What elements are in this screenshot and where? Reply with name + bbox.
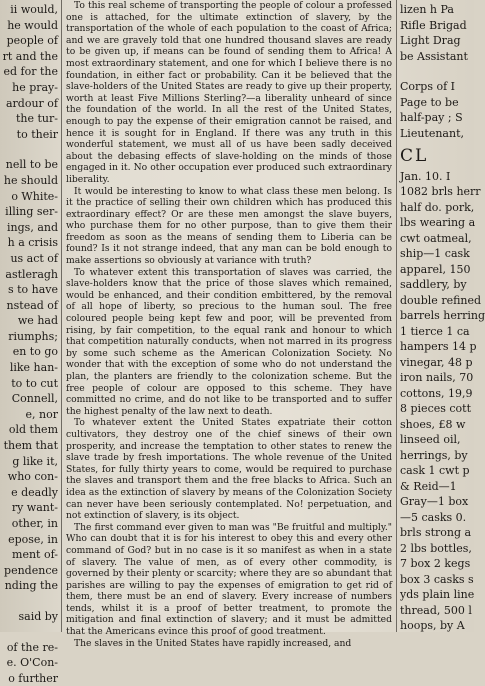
right-column-line: 2 lbs bottles, — [400, 541, 472, 555]
left-column-line: to their — [16, 127, 58, 141]
right-column-line: hoops, by A — [400, 619, 465, 633]
right-column-line: yds plain line — [400, 588, 475, 602]
left-column-line: h a crisis — [7, 236, 58, 250]
right-column-line: 1 tierce 1 ca — [400, 324, 470, 338]
right-column-line: Corps of I — [400, 80, 456, 93]
right-column-line: linseed oil, — [400, 433, 461, 447]
left-column-line: of the re- — [6, 640, 58, 654]
right-column-line: brls strong a — [400, 526, 472, 540]
left-column-line: nding the — [4, 579, 58, 593]
left-column-line: like han- — [9, 361, 58, 375]
left-column-line: to to cut — [11, 376, 58, 390]
left-column-line: who con- — [7, 470, 58, 484]
left-column-line: he should — [3, 173, 58, 187]
left-column-line: g like it, — [12, 454, 58, 468]
right-column-line: iron nails, 70 — [400, 371, 474, 385]
left-column-line: ii would, — [10, 3, 58, 16]
left-column-line: e. O'Con- — [6, 656, 58, 670]
article-paragraph: To whatever extent this transportation of slaves was carried, the slave-holders know that the price of those slaves which remained, would be enhanced, and their condition embittered, by the removal of all hope of liberty, so precious to the human soul. The free coloured people being kept few and poor, will be prevented from rising, by fair competition, to the equal rank and honour to which that competition naturally conducts, when not marred in its progress by some such scheme as the American Colonization Society. No wonder that with the exception of some who do not understand the plan, the planters are friendly to the colonization scheme. But the free people of colour are opposed to this scheme. They have committed no crime, and do not like to be transported and to suffer the highest penalty of the law next to death. — [66, 266, 392, 417]
column-rule-right — [396, 0, 397, 632]
left-column-line: en to go — [12, 345, 58, 359]
right-column-line: Page to be — [400, 95, 459, 109]
right-column-line: apparel, 150 — [400, 262, 471, 276]
left-column-line — [0, 142, 58, 157]
right-column-line: 1082 brls herr — [400, 185, 481, 199]
left-column-line — [0, 625, 58, 640]
main-article-column — [66, 0, 392, 649]
left-column-line: nstead of — [6, 298, 58, 312]
right-column-line: box 3 casks s — [400, 572, 474, 586]
left-column-line: Connell, — [11, 392, 58, 406]
left-column-line: nell to be — [5, 158, 58, 172]
column-rule-left — [61, 0, 62, 632]
right-column-line: shoes, £8 w — [400, 417, 466, 431]
left-column-line: them that — [3, 439, 58, 453]
article-paragraph: The slaves in the United States have rapidly increased, and — [74, 637, 352, 649]
right-column-line: half do. pork, — [400, 200, 475, 214]
right-column-line: be Assistant — [400, 49, 468, 63]
right-column-line: 7 box 2 kegs — [400, 557, 471, 571]
right-column-line: barrels herring — [400, 309, 485, 323]
section-heading: CL — [400, 146, 429, 166]
right-column-line: herrings, by — [400, 448, 468, 462]
right-column-line: 8 pieces cott — [400, 402, 472, 416]
article-paragraph: It would be interesting to know to what class these men belong. Is it the practice of selling their own children which has produced this extraordinary effect? Or are these men amongst the slave buyers, who purchase them for no other purpose, than to give them their freedom as soon as the means of sending them to Liberia can be found? Is it not strange indeed, that any man can be bold enough to make assertions so obviously at variance with truth? — [66, 185, 392, 267]
left-column-line: said by — [18, 609, 58, 623]
left-column-line: old them — [8, 423, 58, 437]
right-column-fragment — [400, 0, 485, 634]
right-column-line: Jan. 10. I — [400, 169, 451, 183]
right-column-line: Light Drag — [400, 34, 461, 47]
right-column-line: & Reid—1 — [400, 479, 457, 493]
right-column-line: thread, 500 l — [400, 603, 472, 617]
right-column-line: Gray—1 box — [400, 495, 469, 509]
right-column-line: half-pay ; S — [400, 111, 463, 124]
article-paragraph: To whatever extent the United States expatriate their cotton cultivators, they destroy one of the chief sinews of their own prosperity, and increase the temptation to other states to renew the slave trade by fresh importations. The whole revenue of the United States, for fully thirty years to come, would be required to purchase the slaves and transport them and the free blacks to Africa. Such an idea as the extinction of slavery by means of the Colonization Society can never have been seriously contemplated. No! perpetuation, and not extinction of slavery, is its object. — [66, 417, 392, 522]
right-column-line: vinegar, 48 p — [400, 355, 473, 369]
right-column-line: cottons, 19,9 — [400, 386, 473, 400]
right-column-line: Lieutenant, — [400, 126, 464, 140]
left-column-fragment — [0, 0, 58, 686]
left-column-line: riumphs; — [8, 329, 58, 343]
article-paragraph: The first command ever given to man was "Be fruitful and multiply." Who can doubt that it is for his interest to obey this and every other command of God? but in no case is it so manifest as when in a state of slavery. The value of men, as of every other commodity, is governed by their plenty or scarcity; where they are so abundant that parishes are willing to pay the expenses of emigration to get rid of them, there must be an end of slavery. Every increase of numbers tends, whilst it is a proof of better treatment, to promote the mitigation and final extinction of slavery; and it must be admitted that the Americans evince this proof of good treatment. — [66, 521, 392, 638]
right-column-line: lbs wearing a — [400, 216, 476, 230]
left-column-line: o further — [8, 671, 58, 685]
right-column-line — [400, 64, 474, 79]
right-column-line: ship—1 cask — [400, 247, 470, 261]
left-column-line: rt and the — [2, 49, 58, 63]
left-column-line: ry want- — [11, 501, 58, 515]
right-column-line: saddlery, by — [400, 278, 467, 292]
right-column-line: double refined — [400, 293, 482, 307]
left-column-line: ed for the — [3, 65, 58, 79]
left-column-line: epose, in — [8, 532, 58, 546]
left-column-line: us act of — [10, 251, 58, 265]
left-column-line: people of — [6, 34, 58, 48]
left-column-line: other, in — [11, 517, 58, 530]
left-column-line: the tur- — [16, 112, 58, 126]
right-column-line: cwt oatmeal, — [400, 231, 472, 245]
left-column-line: we had — [17, 314, 58, 328]
right-column-line: cask 1 cwt p — [400, 464, 470, 478]
right-column-line: —5 casks 0. — [400, 510, 467, 524]
left-column-line: he would — [7, 18, 58, 32]
left-column-line: ment of- — [12, 548, 58, 562]
left-column-line: illing ser- — [5, 205, 58, 219]
right-column-line: hampers 14 p — [400, 340, 477, 354]
left-column-line: o White- — [11, 189, 58, 203]
left-column-line: s to have — [7, 283, 58, 297]
article-paragraph: To this real scheme of transporting the people of colour a professed one is attached, for the ultimate extinction of slavery, by the transportation of the whole of each population to the coast of Africa; and we are gravely told that one hundred thousand slaves are ready to be given up, if means can be found of sending them to Africa! A most extraordinary statement, and one for which I believe there is no foundation, in either fact or probability. Can it be believed that the slave-holders of the United States are ready to give up their property, worth at least Five Millions Sterling?—a liberality unheard of since the foundation of the world. In all the rest of the United States, enough to pay the expense of their emigration cannot be raised, and hence it is sought for in England. If there was any truth in this wonderful statement, we must all of us have been sadly deceived about the debasing effects of slave-holding on the minds of those engaged in it. No other occupation ever produced such extraordinary liberality. — [66, 0, 392, 185]
left-column-line — [0, 594, 58, 609]
right-column-line: Rifle Brigad — [400, 18, 467, 32]
left-column-line: e, nor — [25, 407, 58, 421]
left-column-line: pendence — [4, 563, 58, 577]
left-column-line: e deadly — [11, 485, 58, 499]
left-column-line: ardour of — [5, 96, 58, 110]
left-column-line: he pray- — [12, 80, 58, 94]
left-column-line: astleragh — [5, 267, 58, 281]
right-column-line: lizen h Pa — [400, 3, 454, 16]
left-column-line: ings, and — [7, 220, 58, 234]
